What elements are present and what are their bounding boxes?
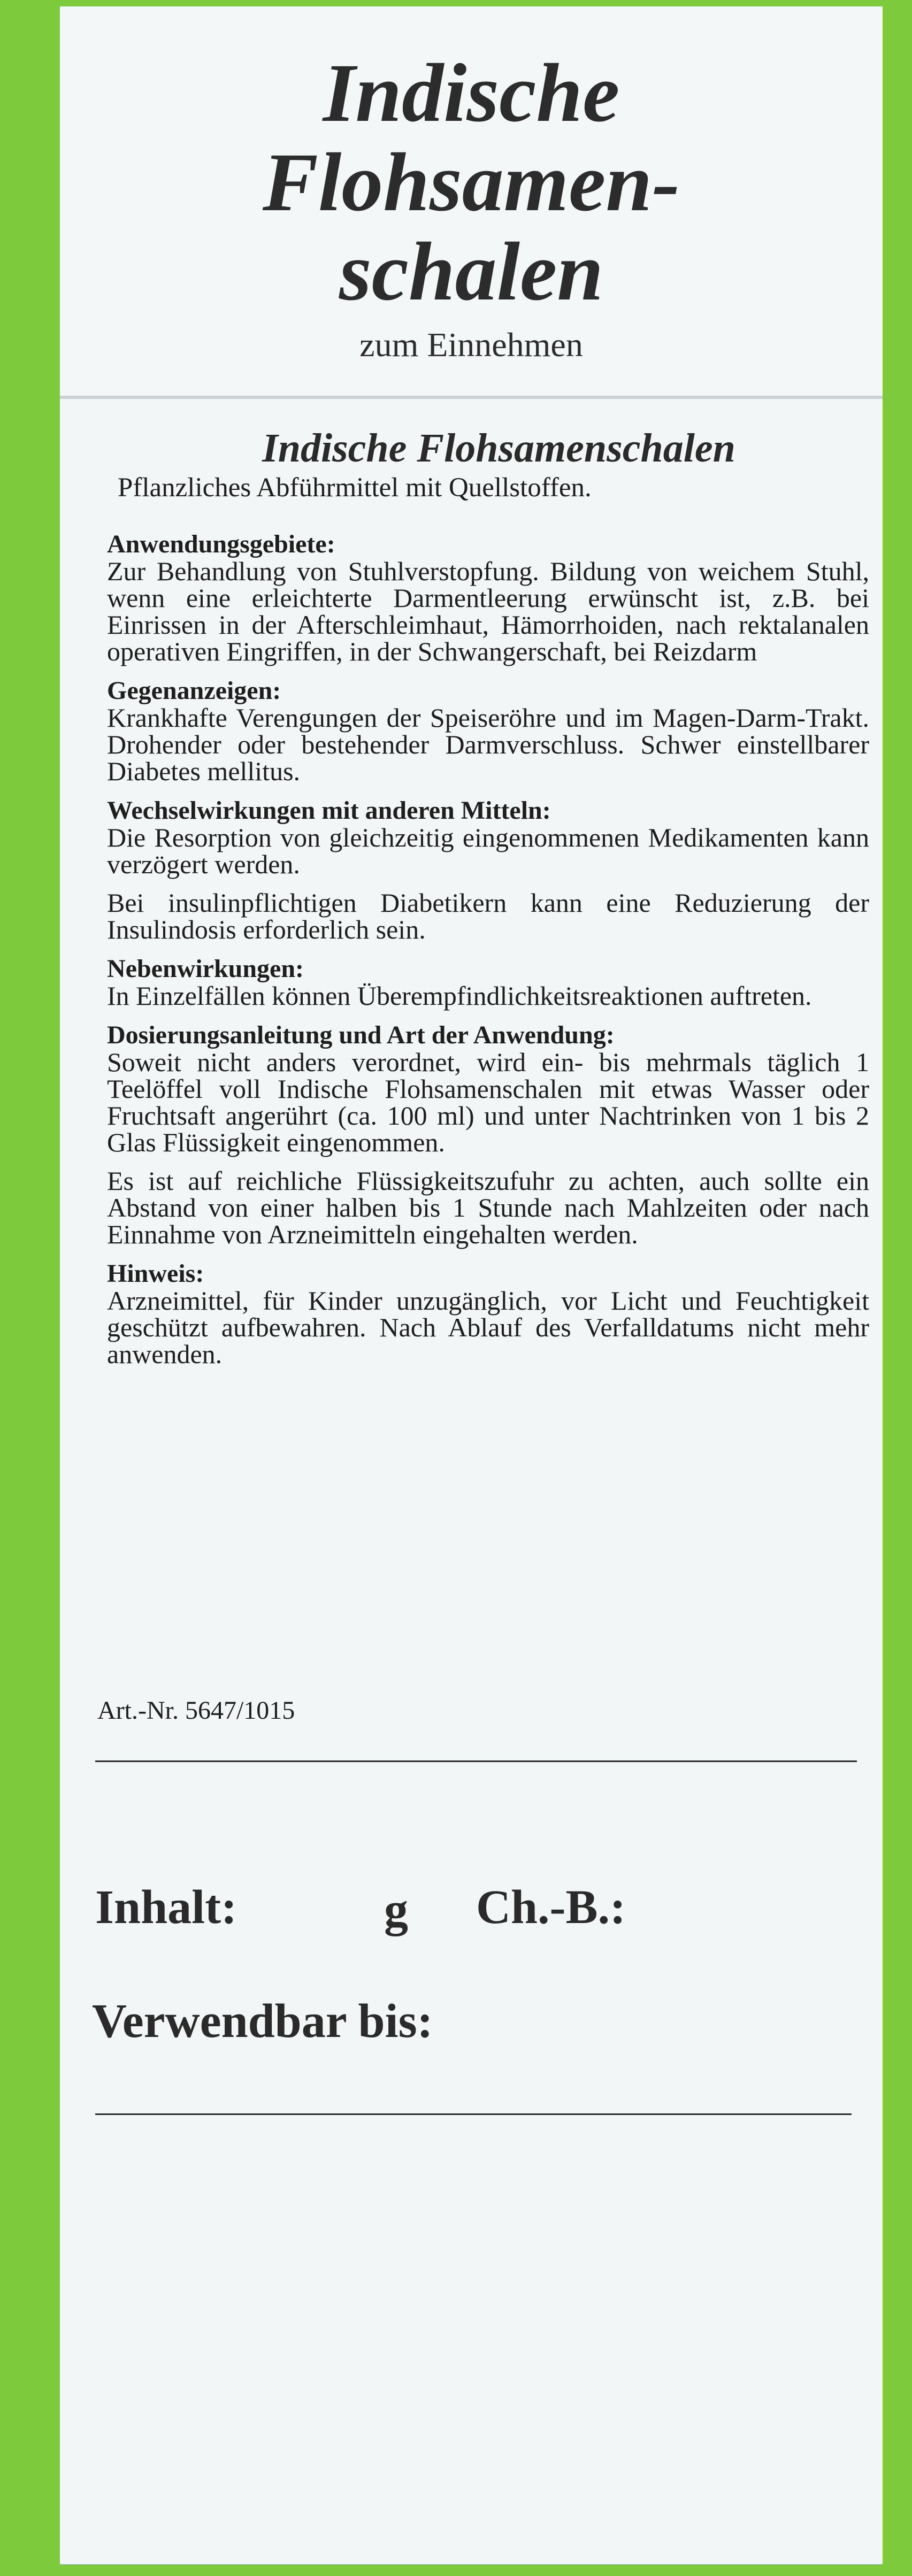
divider-line: [95, 1760, 857, 1762]
product-title-line-1: Indische: [323, 47, 620, 139]
product-label: [60, 6, 883, 2564]
section-paragraph: Es ist auf reichliche Flüssigkeitszufuhr zu achten, auch sollte ein Abstand von einer halben bis 1 Stunde nach Mahlzeiten oder nach Einnahme von Arzneimitteln eingehalten werden.: [107, 1166, 869, 1249]
section-heading: Hinweis:: [107, 1259, 204, 1288]
product-title-line-3: schalen: [339, 225, 604, 318]
leaflet-intro: Pflanzliches Abführmittel mit Quellstoffen.: [118, 473, 592, 503]
section-heading: Gegenanzeigen:: [107, 676, 281, 705]
section-heading: Wechselwirkungen mit anderen Mitteln:: [107, 796, 551, 825]
section-paragraph: Arzneimittel, für Kinder unzugänglich, vor Licht und Feuchtigkeit geschützt aufbewahren. Nach Ablauf des Verfalldatums nicht mehr anwenden.: [107, 1286, 869, 1369]
section-paragraph: Die Resorption von gleichzeitig eingenommenen Medikamenten kann verzögert werden.: [107, 822, 869, 879]
section-nebenwirkungen: [107, 956, 869, 1009]
section-paragraph: Krankhafte Verengungen der Speiseröhre und im Magen-Darm-Trakt. Drohender oder bestehender Darmverschluss. Schwer einstellbarer Diabetes mellitus.: [107, 703, 869, 786]
section-hinweis: [107, 1260, 869, 1367]
fold-line: [60, 396, 883, 399]
product-title: [60, 48, 883, 316]
content-label: Inhalt:: [95, 1881, 237, 1934]
product-subtitle: zum Einnehmen: [359, 326, 583, 364]
section-wechselwirkungen: [107, 797, 869, 943]
article-number: Art.-Nr. 5647/1015: [97, 1696, 295, 1725]
product-title-line-2: Flohsamen-: [262, 136, 680, 228]
expiry-write-line: [95, 2113, 852, 2115]
section-paragraph: Bei insulinpflichtigen Diabetikern kann eine Reduzierung der Insulindosis erforderlich sein.: [107, 888, 869, 944]
section-heading: Dosierungsanleitung und Art der Anwendung:: [107, 1021, 615, 1049]
section-paragraph: Soweit nicht anders verordnet, wird ein- bis mehrmals täglich 1 Teelöffel voll Indische Flohsamenschalen mit etwas Wasser oder Fruchtsaft angerührt (ca. 100 ml) und unter Nachtrinken von 1 bis 2 Glas Flüssigkeit eingenommen.: [107, 1047, 869, 1157]
leaflet-title: Indische Flohsamenschalen: [262, 426, 735, 471]
label-header-panel: [60, 6, 883, 396]
section-heading: Anwendungsgebiete:: [107, 530, 335, 558]
section-dosierung: [107, 1022, 869, 1248]
section-paragraph: In Einzelfällen können Überempfindlichkeitsreaktionen auftreten.: [107, 981, 812, 1011]
batch-label: Ch.-B.:: [476, 1881, 626, 1934]
expiry-label: Verwendbar bis:: [92, 1995, 433, 2048]
section-paragraph: Zur Behandlung von Stuhlverstopfung. Bildung von weichem Stuhl, wenn eine erleichterte Darmentleerung erwünscht ist, z.B. bei Einrissen in der Afterschleimhaut, Hämorrhoiden, nach rektalanalen operativen Eingriffen, in der Schwangerschaft, bei Reizdarm: [107, 556, 869, 666]
leaflet-body: [107, 426, 869, 1380]
section-gegenanzeigen: [107, 678, 869, 785]
section-anwendungsgebiete: [107, 531, 869, 665]
section-heading: Nebenwirkungen:: [107, 955, 304, 983]
content-unit: g: [384, 1883, 408, 1936]
